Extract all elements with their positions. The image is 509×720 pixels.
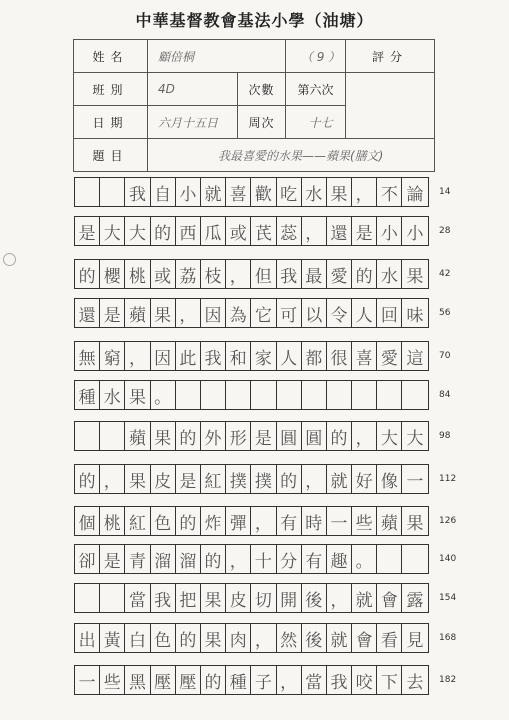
grid-cell: 果 (406, 513, 424, 534)
grid-cell: 後 (302, 624, 327, 652)
grid-cell: 大 (125, 217, 150, 245)
grid-cell: 黃 (100, 624, 125, 652)
grid-cell: ， (327, 584, 352, 612)
grid-cell (302, 381, 327, 409)
grid-cell: 下 (377, 666, 402, 694)
grid-cell: ， (226, 260, 251, 288)
grid-cell: 開 (277, 584, 302, 612)
grid-cell: 的 (75, 465, 100, 493)
grid-cell: 會 (352, 624, 377, 652)
grid-cell: ， (176, 299, 201, 327)
char-count: 84 (439, 390, 451, 400)
grid-cell: 炸 (201, 507, 226, 535)
grid-cell: 種 (226, 666, 251, 694)
grid-cell: ， (251, 507, 276, 535)
grid-cell: 小 (176, 178, 201, 206)
grid-cell (226, 381, 251, 409)
grid-cell: 壓 (176, 666, 201, 694)
grid-cell: 是 (352, 217, 377, 245)
grid-cell: ， (226, 545, 251, 573)
grid-row (74, 298, 429, 328)
times-value: 第六次 (286, 73, 346, 106)
grid-cell: 我 (327, 666, 352, 694)
grid-cell: 我 (277, 260, 302, 288)
grid-cell: 的 (201, 666, 226, 694)
grid-cell: 後 (302, 584, 327, 612)
grid-cell: 這 (406, 348, 424, 369)
grid-cell: ， (352, 422, 377, 450)
grid-cell: 我 (201, 342, 226, 370)
grid-cell: 紅 (125, 507, 150, 535)
score-label: 評分 (346, 40, 435, 73)
grid-cell (75, 584, 100, 612)
grid-cell: 小 (406, 223, 424, 244)
grid-cell: 圓 (302, 422, 327, 450)
grid-cell (251, 381, 276, 409)
grid-cell: 分 (277, 545, 302, 573)
grid-cell (75, 422, 100, 450)
grid-cell: 的 (176, 507, 201, 535)
grid-cell: 果 (201, 624, 226, 652)
char-count: 140 (439, 554, 457, 564)
grid-cell: 的 (352, 260, 377, 288)
grid-cell: ， (352, 178, 377, 206)
char-count: 126 (439, 516, 457, 526)
class-value: 4D (148, 73, 238, 106)
grid-cell: 都 (302, 342, 327, 370)
char-count: 42 (439, 269, 451, 279)
grid-cell: 果 (125, 465, 150, 493)
grid-cell: 果 (201, 584, 226, 612)
grid-cell: 撲 (251, 465, 276, 493)
grid-cell: 就 (327, 624, 352, 652)
grid-cell: 就 (352, 584, 377, 612)
grid-cell: 把 (176, 584, 201, 612)
char-count: 70 (439, 351, 451, 361)
grid-cell: 好 (352, 465, 377, 493)
grid-cell: 時 (302, 507, 327, 535)
grid-cell: 桃 (125, 260, 150, 288)
grid-cell: 溜 (176, 545, 201, 573)
times-label: 次數 (238, 73, 286, 106)
grid-cell: 果 (151, 422, 176, 450)
grid-cell: 的 (176, 422, 201, 450)
grid-cell: 十 (251, 545, 276, 573)
grid-cell: 卻 (75, 545, 100, 573)
grid-cell: 大 (100, 217, 125, 245)
char-count: 98 (439, 431, 451, 441)
grid-cell: 些 (100, 666, 125, 694)
grid-cell (277, 381, 302, 409)
grid-row (74, 583, 429, 613)
grid-cell (100, 584, 125, 612)
grid-cell: 形 (226, 422, 251, 450)
grid-cell: 還 (75, 299, 100, 327)
grid-cell: 大 (377, 422, 402, 450)
grid-cell: 的 (277, 465, 302, 493)
grid-cell: 黑 (125, 666, 150, 694)
grid-cell: 瓜 (201, 217, 226, 245)
grid-cell: 的 (151, 217, 176, 245)
grid-cell: 的 (75, 260, 100, 288)
grid-cell: 可 (277, 299, 302, 327)
grid-cell: 喜 (352, 342, 377, 370)
grid-cell: 果 (151, 299, 176, 327)
char-count: 154 (439, 593, 457, 603)
grid-cell: 無 (75, 342, 100, 370)
grid-cell: 當 (125, 584, 150, 612)
grid-cell: 有 (302, 545, 327, 573)
grid-cell: 的 (176, 624, 201, 652)
grid-cell: 當 (302, 666, 327, 694)
grid-cell: 或 (226, 217, 251, 245)
grid-cell: 一 (327, 507, 352, 535)
grid-cell: 自 (151, 178, 176, 206)
grid-cell: 味 (406, 305, 424, 326)
grid-cell: 小 (377, 217, 402, 245)
grid-cell: 但 (251, 260, 276, 288)
grid-cell: 大 (406, 428, 424, 449)
grid-cell: 枝 (201, 260, 226, 288)
grid-cell: 水 (377, 260, 402, 288)
grid-cell: 和 (226, 342, 251, 370)
grid-cell (377, 545, 402, 573)
date-label: 日期 (74, 106, 148, 139)
grid-cell: 會 (377, 584, 402, 612)
grid-row (74, 216, 429, 246)
grid-cell: 此 (176, 342, 201, 370)
grid-cell: 。 (352, 545, 377, 573)
grid-cell: ， (302, 465, 327, 493)
grid-cell: 皮 (151, 465, 176, 493)
char-count: 112 (439, 474, 457, 484)
grid-cell: 芪 (251, 217, 276, 245)
grid-cell: 令 (327, 299, 352, 327)
grid-cell: 是 (251, 422, 276, 450)
grid-cell: 家 (251, 342, 276, 370)
grid-cell: 的 (201, 545, 226, 573)
grid-cell: 肉 (226, 624, 251, 652)
grid-cell: 。 (151, 381, 176, 409)
grid-row (74, 380, 429, 410)
grid-cell: 因 (201, 299, 226, 327)
char-count: 56 (439, 308, 451, 318)
grid-cell: 然 (277, 624, 302, 652)
grid-cell: 見 (406, 630, 424, 651)
grid-row (74, 665, 429, 695)
grid-row (74, 259, 429, 289)
grid-row (74, 544, 429, 574)
grid-cell: 白 (125, 624, 150, 652)
grid-cell: 不 (377, 178, 402, 206)
grid-cell (327, 381, 352, 409)
grid-cell: 愛 (327, 260, 352, 288)
grid-cell: ， (277, 666, 302, 694)
grid-cell: 它 (251, 299, 276, 327)
grid-cell: 一 (75, 666, 100, 694)
grid-cell (402, 545, 427, 573)
grid-cell: 色 (151, 507, 176, 535)
grid-cell: ， (302, 217, 327, 245)
char-count: 168 (439, 633, 457, 643)
char-count: 28 (439, 226, 451, 236)
grid-cell: 看 (377, 624, 402, 652)
grid-row (74, 506, 429, 536)
grid-cell (377, 381, 402, 409)
grid-cell: 桃 (100, 507, 125, 535)
grid-cell: 還 (327, 217, 352, 245)
grid-cell: 出 (75, 624, 100, 652)
grid-cell: 人 (277, 342, 302, 370)
grid-cell: 的 (327, 422, 352, 450)
grid-cell: 論 (406, 184, 424, 205)
char-count: 182 (439, 675, 457, 685)
grid-cell: 溜 (151, 545, 176, 573)
grid-cell: 蕊 (277, 217, 302, 245)
grid-cell: 愛 (377, 342, 402, 370)
grid-cell: 種 (75, 381, 100, 409)
grid-cell: 外 (201, 422, 226, 450)
grid-row (74, 623, 429, 653)
grid-cell (176, 381, 201, 409)
grid-cell: ， (251, 624, 276, 652)
grid-cell: 或 (151, 260, 176, 288)
info-table (73, 39, 435, 172)
name-value: 顧倍桐 (148, 40, 286, 73)
grid-cell (352, 381, 377, 409)
grid-cell: 些 (352, 507, 377, 535)
grid-cell: 像 (377, 465, 402, 493)
topic-value: 我最喜愛的水果——蘋果(膳文) (148, 139, 435, 172)
grid-cell: 人 (352, 299, 377, 327)
grid-cell: 去 (406, 672, 424, 693)
grid-cell: 果 (406, 266, 424, 287)
grid-cell: 是 (75, 217, 100, 245)
grid-row (74, 177, 429, 207)
grid-cell: 趣 (327, 545, 352, 573)
grid-cell: 是 (176, 465, 201, 493)
grid-cell (75, 178, 100, 206)
grid-cell: 櫻 (100, 260, 125, 288)
grid-cell: 蘋 (125, 299, 150, 327)
grid-cell: 以 (302, 299, 327, 327)
grid-cell: 壓 (151, 666, 176, 694)
grid-row (74, 341, 429, 371)
grid-cell: 就 (201, 178, 226, 206)
grid-cell: 歡 (251, 178, 276, 206)
grid-cell: 色 (151, 624, 176, 652)
grid-cell: 喜 (226, 178, 251, 206)
grid-cell: 有 (277, 507, 302, 535)
grid-cell: 西 (176, 217, 201, 245)
grid-cell: 我 (125, 178, 150, 206)
grid-cell: 彈 (226, 507, 251, 535)
grid-cell: 一 (406, 471, 424, 492)
student-number: （ 9 ） (286, 40, 346, 73)
grid-cell: 子 (251, 666, 276, 694)
grid-cell: 撲 (226, 465, 251, 493)
punch-hole (3, 253, 16, 266)
grid-cell: 水 (302, 178, 327, 206)
grid-cell: 很 (327, 342, 352, 370)
grid-cell: 是 (100, 299, 125, 327)
grid-cell: ， (100, 465, 125, 493)
name-label: 姓名 (74, 40, 148, 73)
class-label: 班別 (74, 73, 148, 106)
grid-cell: 果 (327, 178, 352, 206)
grid-row (74, 421, 429, 451)
grid-cell: 果 (125, 381, 150, 409)
grid-cell: 為 (226, 299, 251, 327)
grid-cell (402, 381, 427, 409)
grid-cell: 因 (151, 342, 176, 370)
grid-cell: 是 (100, 545, 125, 573)
char-count: 14 (439, 187, 451, 197)
grid-cell: 青 (125, 545, 150, 573)
grid-cell: 露 (406, 590, 424, 611)
week-value: 十七 (286, 106, 346, 139)
grid-cell: ， (125, 342, 150, 370)
grid-cell: 回 (377, 299, 402, 327)
grid-cell: 蘋 (125, 422, 150, 450)
grid-cell: 咬 (352, 666, 377, 694)
grid-cell: 皮 (226, 584, 251, 612)
grid-cell: 蘋 (377, 507, 402, 535)
grid-cell (100, 178, 125, 206)
grid-cell: 水 (100, 381, 125, 409)
grid-cell: 我 (151, 584, 176, 612)
grid-cell: 就 (327, 465, 352, 493)
grid-cell: 吃 (277, 178, 302, 206)
grid-cell (201, 381, 226, 409)
score-box (346, 73, 435, 139)
topic-label: 題目 (74, 139, 148, 172)
grid-cell: 最 (302, 260, 327, 288)
grid-cell: 窮 (100, 342, 125, 370)
grid-cell (100, 422, 125, 450)
week-label: 周次 (238, 106, 286, 139)
grid-row (74, 464, 429, 494)
grid-cell: 切 (251, 584, 276, 612)
date-value: 六月十五日 (148, 106, 238, 139)
grid-cell: 圓 (277, 422, 302, 450)
grid-cell: 個 (75, 507, 100, 535)
grid-cell: 荔 (176, 260, 201, 288)
school-title: 中華基督教會基法小學（油塘） (135, 11, 374, 30)
grid-cell: 紅 (201, 465, 226, 493)
